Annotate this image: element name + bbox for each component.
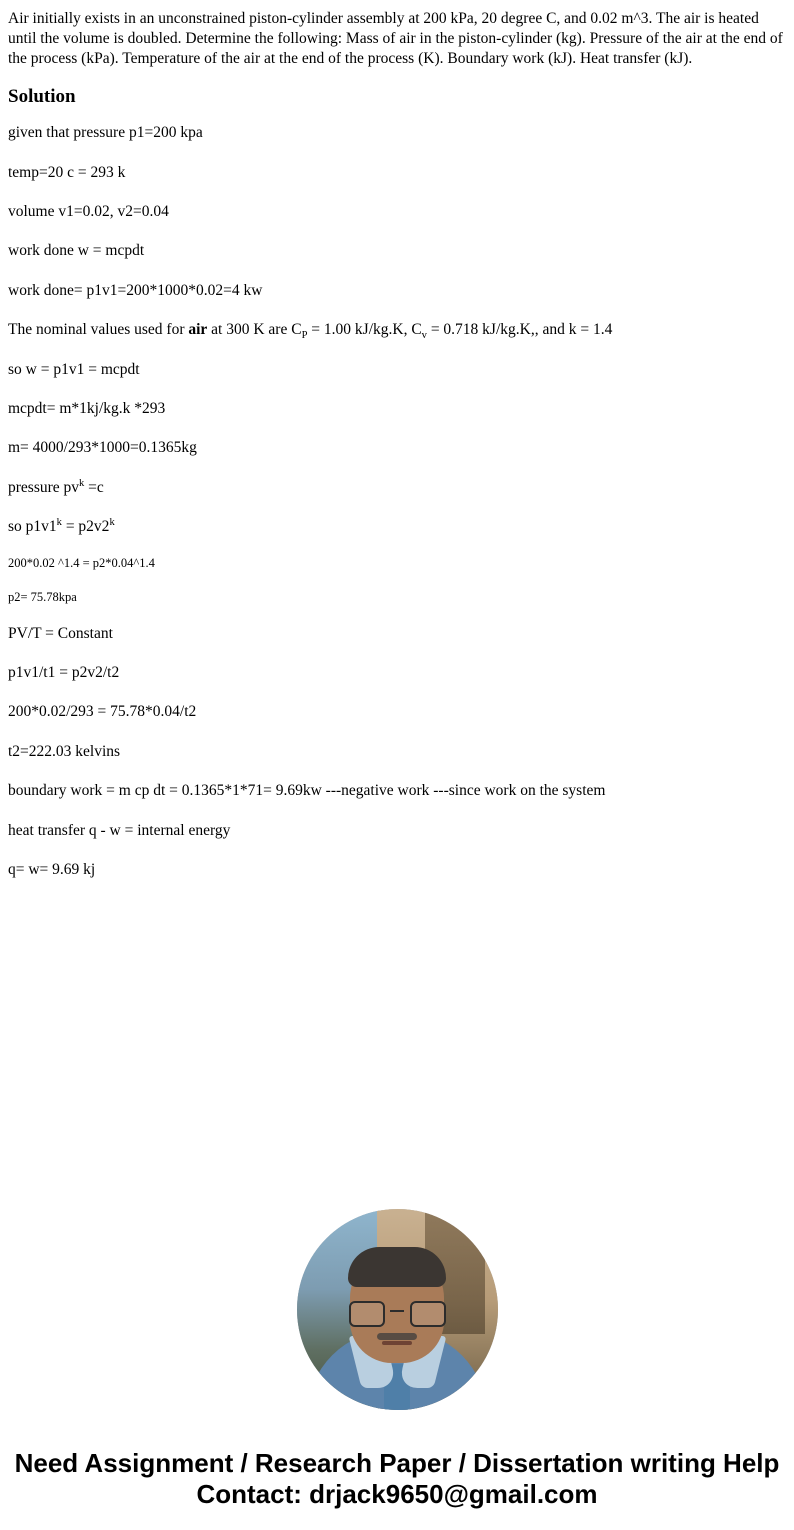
solution-step-7: mcpdt= m*1kj/kg.k *293 bbox=[8, 399, 166, 417]
pressure-exponent: k bbox=[79, 477, 85, 489]
nominal-values-line bbox=[8, 320, 786, 342]
solution-step-5: work done= p1v1=200*1000*0.02=4 kw bbox=[8, 281, 263, 299]
avatar-glasses-bridge bbox=[390, 1310, 404, 1312]
avatar-glasses-left bbox=[349, 1301, 385, 1327]
avatar-mouth bbox=[382, 1341, 412, 1345]
avatar-container bbox=[8, 1209, 786, 1410]
solution-step-12: t2=222.03 kelvins bbox=[8, 742, 121, 760]
polytropic-middle: = p2v2 bbox=[61, 518, 110, 536]
avatar-hair bbox=[348, 1247, 446, 1287]
nominal-sub-cp: P bbox=[301, 330, 308, 342]
solution-step-15: q= w= 9.69 kj bbox=[8, 860, 96, 878]
solution-step-14: heat transfer q - w = internal energy bbox=[8, 821, 231, 839]
avatar-mustache bbox=[377, 1333, 417, 1340]
avatar-glasses-right bbox=[410, 1301, 446, 1327]
footer-line-2: Contact: drjack9650@gmail.com bbox=[196, 1478, 598, 1509]
solution-heading: Solution bbox=[8, 86, 76, 108]
polytropic-substitution-line: 200*0.02 ^1.4 = p2*0.04^1.4 bbox=[8, 556, 155, 571]
nominal-after-cv: = 0.718 kJ/kg.K,, and k = 1.4 bbox=[426, 321, 613, 339]
pressure-suffix: =c bbox=[84, 478, 104, 496]
solution-step-9: PV/T = Constant bbox=[8, 624, 113, 642]
pressure-prefix: pressure pv bbox=[8, 478, 80, 496]
polytropic-exponent-1: k bbox=[56, 516, 62, 528]
nominal-after-cp: = 1.00 kJ/kg.K, C bbox=[307, 321, 422, 339]
nominal-middle: at 300 K are C bbox=[207, 321, 302, 339]
solution-step-8: m= 4000/293*1000=0.1365kg bbox=[8, 439, 197, 457]
avatar bbox=[297, 1209, 498, 1410]
nominal-prefix: The nominal values used for bbox=[8, 321, 189, 339]
solution-step-6: so w = p1v1 = mcpdt bbox=[8, 360, 140, 378]
p2-result-line: p2= 75.78kpa bbox=[8, 590, 77, 605]
solution-step-4: work done w = mcpdt bbox=[8, 242, 145, 260]
pressure-relation-line bbox=[8, 478, 786, 497]
solution-step-13: boundary work = m cp dt = 0.1365*1*71= 9.69kw ---negative work ---since work on the system bbox=[8, 782, 606, 800]
problem-statement: Air initially exists in an unconstrained piston-cylinder assembly at 200 kPa, 20 degree C, and 0.02 m^3. The air is heated until the volume is doubled. Determine the following: Mass of air in the piston-cylinder (kg). Pressure of the air at the end of the process (kPa). Temperature of the air at the end of the process (K). Boundary work (kJ). Heat transfer (kJ). bbox=[8, 10, 783, 67]
solution-step-11: 200*0.02/293 = 75.78*0.04/t2 bbox=[8, 703, 197, 721]
footer-line-1: Need Assignment / Research Paper / Dissertation writing Help bbox=[14, 1448, 780, 1479]
polytropic-exponent-2: k bbox=[109, 516, 115, 528]
solution-step-2: temp=20 c = 293 k bbox=[8, 163, 126, 181]
polytropic-prefix: so p1v1 bbox=[8, 518, 57, 536]
polytropic-relation-line bbox=[8, 517, 786, 536]
nominal-sub-cv: v bbox=[421, 330, 427, 342]
nominal-bold-word: air bbox=[188, 321, 208, 339]
solution-step-10: p1v1/t1 = p2v2/t2 bbox=[8, 664, 120, 682]
solution-step-3: volume v1=0.02, v2=0.04 bbox=[8, 203, 169, 221]
solution-step-1: given that pressure p1=200 kpa bbox=[8, 124, 203, 142]
footer bbox=[8, 1448, 786, 1529]
